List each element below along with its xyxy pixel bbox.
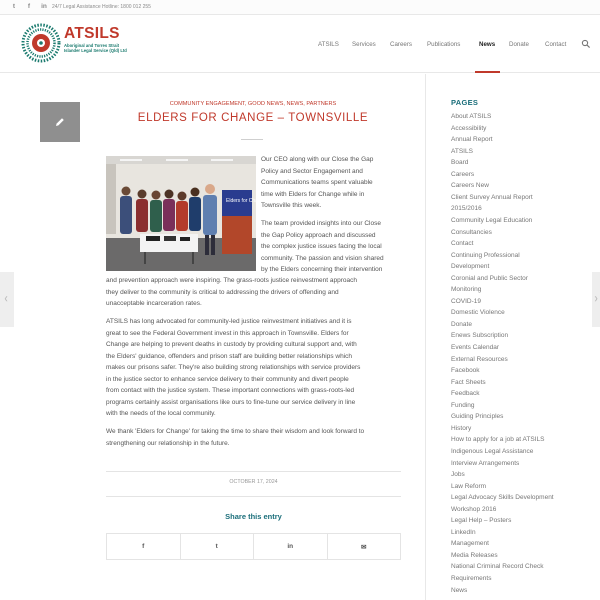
post-categories[interactable]: COMMUNITY ENGAGEMENT, GOOD NEWS, NEWS, PARTNERS bbox=[169, 101, 337, 107]
sidebar-page-link[interactable]: Facebook bbox=[451, 367, 480, 375]
sidebar-page-link[interactable]: ATSILS bbox=[451, 147, 473, 155]
sidebar-page-link[interactable]: Consultancies bbox=[451, 228, 492, 236]
search-icon[interactable] bbox=[581, 39, 591, 49]
share-title: Share this entry bbox=[225, 512, 282, 521]
prev-post-arrow[interactable]: ❮ bbox=[0, 272, 14, 327]
top-bar bbox=[0, 0, 600, 15]
post-format-thumbnail bbox=[40, 102, 80, 142]
post-paragraph-4: We thank 'Elders for Change' for taking the time to share their wisdom and look forward to strengthening our relationship in the future. bbox=[106, 428, 365, 447]
sidebar-page-link[interactable]: Monitoring bbox=[451, 286, 482, 294]
sidebar-page-link[interactable]: Media Releases bbox=[451, 551, 498, 559]
post-footer-divider bbox=[106, 471, 401, 472]
sidebar-page-link[interactable]: Events Calendar bbox=[451, 344, 500, 351]
sidebar-page-link[interactable]: External Resources bbox=[451, 355, 508, 363]
sidebar-page-link[interactable]: Management bbox=[451, 540, 489, 548]
nav-careers[interactable]: Careers bbox=[390, 41, 413, 48]
facebook-icon: f bbox=[142, 543, 145, 550]
sidebar-page-link[interactable]: Community Legal Education bbox=[451, 216, 533, 224]
sidebar-page-link[interactable]: Fact Sheets bbox=[451, 378, 486, 386]
post-date: OCTOBER 17, 2024 bbox=[229, 479, 278, 485]
post-photo bbox=[106, 156, 267, 271]
sidebar-page-link[interactable]: About ATSILS bbox=[451, 113, 492, 120]
nav-contact[interactable]: Contact bbox=[545, 41, 567, 48]
post-title: ELDERS FOR CHANGE – TOWNSVILLE bbox=[137, 112, 369, 124]
sidebar-page-link[interactable]: Requirements bbox=[451, 575, 492, 582]
twitter-icon[interactable]: t bbox=[12, 3, 16, 10]
next-post-arrow[interactable]: ❯ bbox=[592, 272, 600, 327]
pencil-icon bbox=[54, 116, 66, 128]
sidebar-page-link[interactable]: Feedback bbox=[451, 390, 480, 398]
post-date-divider bbox=[106, 496, 401, 497]
logo-title[interactable]: ATSILS bbox=[64, 25, 120, 42]
sidebar-page-link[interactable]: Coronial and Public Sector bbox=[451, 274, 528, 282]
sidebar-page-link[interactable]: Law Reform bbox=[451, 482, 487, 490]
share-linkedin-button[interactable] bbox=[254, 534, 328, 559]
sidebar-page-link[interactable]: Indigenous Legal Assistance bbox=[451, 447, 534, 455]
sidebar-page-link[interactable]: History bbox=[451, 424, 472, 432]
sidebar-page-link[interactable]: Careers New bbox=[451, 182, 489, 190]
sidebar-page-link[interactable]: Interview Arrangements bbox=[451, 459, 520, 467]
nav-active-indicator bbox=[475, 71, 500, 73]
share-buttons bbox=[106, 533, 401, 560]
sidebar-page-link[interactable]: Guiding Principles bbox=[451, 413, 504, 421]
hotline-text: 24/7 Legal Assistance Hotline: 1800 012 255 bbox=[52, 4, 151, 10]
nav-atsils[interactable]: ATSILS bbox=[318, 41, 339, 48]
sidebar-page-link[interactable]: How to apply for a job at ATSILS bbox=[451, 436, 545, 444]
sidebar-page-link[interactable]: Enews Subscription bbox=[451, 332, 509, 340]
share-mail-button[interactable] bbox=[328, 534, 401, 559]
sidebar-page-link[interactable]: LinkedIn bbox=[451, 528, 476, 536]
atsils-logo-icon[interactable] bbox=[22, 24, 60, 62]
sidebar-page-link[interactable]: Accessibility bbox=[451, 124, 487, 132]
sidebar-page-link[interactable]: Donate bbox=[451, 320, 472, 328]
mail-icon: ✉ bbox=[361, 543, 367, 551]
linkedin-icon: in bbox=[287, 543, 294, 550]
site-header bbox=[0, 15, 600, 73]
linkedin-icon[interactable]: in bbox=[41, 3, 47, 10]
nav-news[interactable]: News bbox=[479, 41, 496, 48]
post-paragraph-3: ATSILS has long advocated for community-led justice reinvestment initiatives and it is great to see the Federal Government invest in this approach in Townsville. Elders for Change are helping to prevent deaths in custody by providing cultural support and, with the Elders' guidance, offenders and prison staff are building better relationships which makes our prisons safer. They're also building strong relationships with service providers in the justice sector to enhance service delivery to their community and divert people from contact with the justice system. These important connections with grass-roots-led programs certainly assist organisations like ours to fine-tune our service delivery in line with the needs of the local community. bbox=[106, 318, 361, 418]
sidebar-page-link[interactable]: Domestic Violence bbox=[451, 309, 505, 317]
sidebar-page-link[interactable]: 2015/2016 bbox=[451, 205, 482, 213]
title-divider bbox=[241, 139, 263, 140]
sidebar-page-link[interactable]: News bbox=[451, 586, 468, 594]
sidebar-page-link[interactable]: Careers bbox=[451, 170, 475, 178]
sidebar-page-link[interactable]: National Criminal Record Check bbox=[451, 563, 544, 571]
sidebar-title: PAGES bbox=[451, 98, 479, 107]
sidebar-page-link[interactable]: Jobs bbox=[451, 471, 465, 479]
facebook-icon[interactable]: f bbox=[27, 3, 31, 10]
sidebar-page-link[interactable]: Workshop 2016 bbox=[451, 505, 497, 513]
nav-donate[interactable]: Donate bbox=[509, 41, 529, 48]
sidebar-page-link[interactable]: Client Survey Annual Report bbox=[451, 193, 533, 201]
post-paragraph-1: Our CEO along with our Close the Gap Policy and Sector Engagement and Communications teams spent valuable time with Elders for Change while in Townsville this week. bbox=[261, 156, 374, 210]
post-paragraph-2: The team provided insights into our Close the Gap Policy approach and discussed the complex justice issues facing the local community. The passion and vision shared by the Elders concerning their intervention bbox=[261, 220, 384, 274]
sidebar-page-link[interactable]: Board bbox=[451, 159, 469, 167]
sidebar-page-link[interactable]: Legal Advocacy Skills Development bbox=[451, 494, 554, 502]
sidebar-page-link[interactable]: Continuing Professional bbox=[451, 251, 520, 259]
nav-publications[interactable]: Publications bbox=[427, 41, 461, 48]
share-facebook-button[interactable] bbox=[107, 534, 181, 559]
logo-subtitle: Aboriginal and Torres Strait Islander Legal Service (Qld) Ltd bbox=[64, 43, 127, 53]
sidebar-page-link[interactable]: Annual Report bbox=[451, 136, 493, 144]
post-paragraph-2-cont: and prevention approach were inspiring. The grass-roots justice reinvestment approach they deliver to the community is critical to addressing the drivers of offending and unacceptable incarceration rates. bbox=[106, 277, 357, 308]
nav-services[interactable]: Services bbox=[352, 41, 376, 48]
sidebar-page-link[interactable]: COVID-19 bbox=[451, 297, 481, 305]
sidebar-page-link[interactable]: Development bbox=[451, 263, 490, 271]
sidebar-divider bbox=[425, 74, 426, 600]
sidebar-page-link[interactable]: Funding bbox=[451, 401, 475, 409]
share-twitter-button[interactable] bbox=[181, 534, 255, 559]
sidebar-page-link[interactable]: Legal Help – Posters bbox=[451, 517, 512, 525]
twitter-icon: t bbox=[215, 543, 218, 550]
banner-text: Elders for Change bbox=[226, 198, 267, 204]
sidebar-page-link[interactable]: Contact bbox=[451, 240, 474, 248]
